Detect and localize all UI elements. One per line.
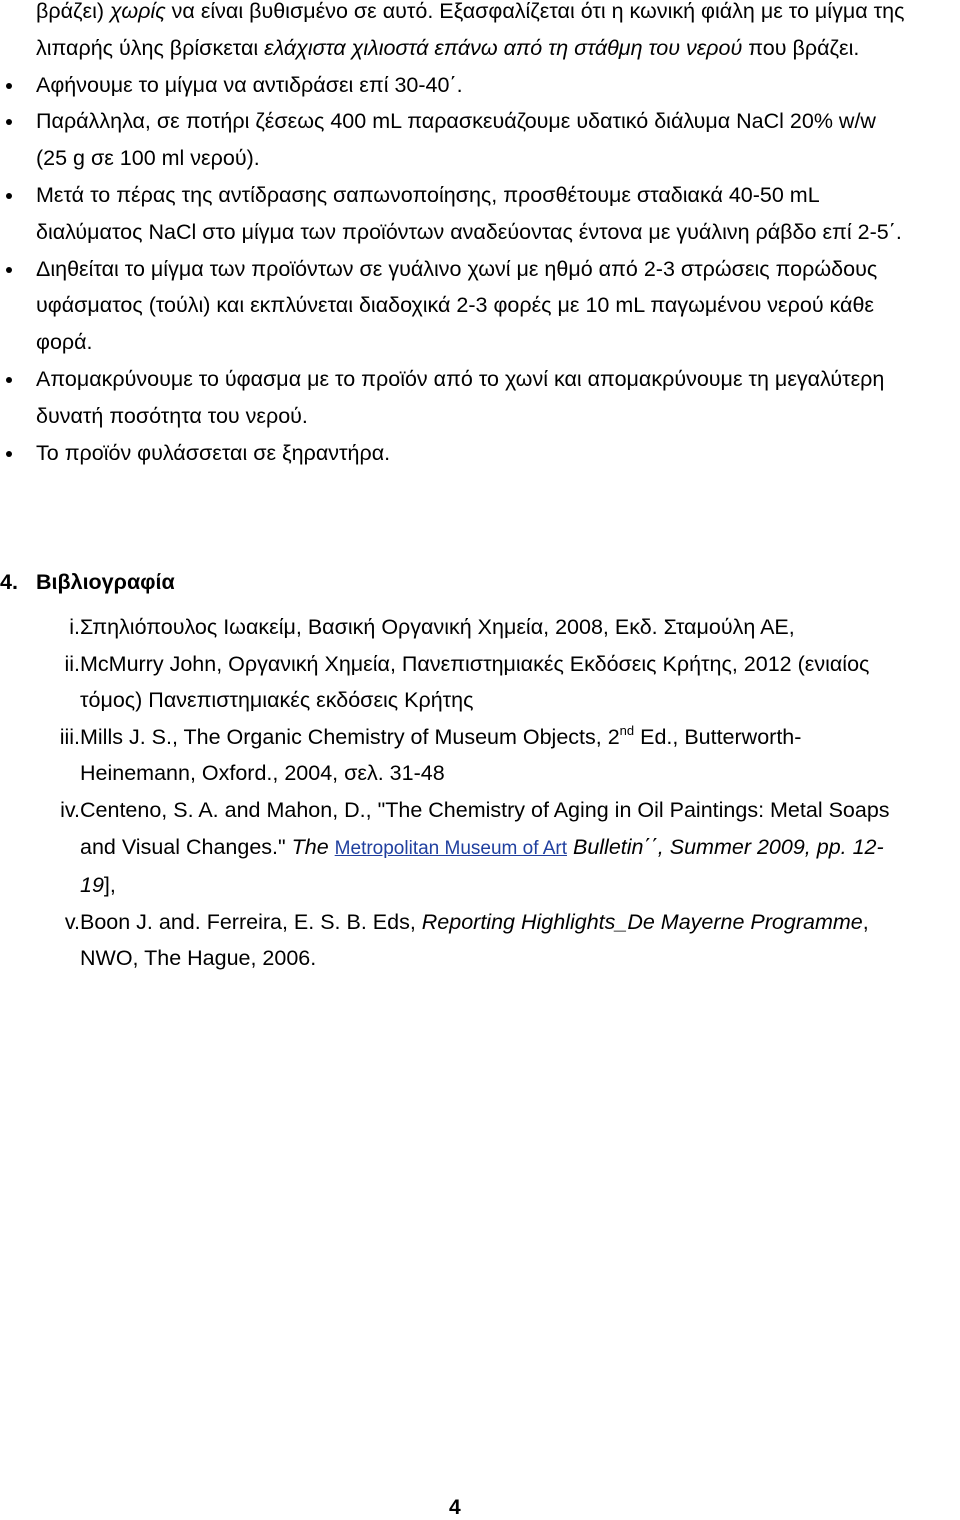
reference-marker: i. [69, 615, 80, 639]
text-line [36, 177, 948, 214]
text-run: 19 [80, 873, 104, 898]
text-line [36, 324, 948, 361]
text-run: Mills J. S., The Organic Chemistry of Museum Objects, 2 [80, 724, 620, 749]
text-run: ], [103, 873, 116, 898]
text-run: Bulletin΄΄, Summer 2009, pp. 12- [567, 834, 884, 859]
bullet-continuation [36, 0, 948, 67]
text-run: Heinemann, Oxford., 2004, σελ. 31-48 [80, 761, 445, 786]
text-run: nd [619, 722, 635, 738]
bullet-item [36, 251, 948, 361]
text-run: Το προϊόν φυλάσσεται σε ξηραντήρα. [36, 440, 391, 465]
section-heading [0, 566, 175, 598]
text-line [36, 67, 948, 104]
text-run: που βράζει. [742, 35, 860, 60]
text-run: and Visual Changes." [80, 834, 292, 859]
text-line [36, 103, 948, 140]
text-run: φορά. [36, 330, 93, 355]
text-line [36, 435, 948, 472]
reference-marker: iii. [59, 724, 80, 749]
text-line [80, 719, 948, 756]
text-line [80, 792, 948, 829]
text-run: Παράλληλα, σε ποτήρι ζέσεως 400 mL παρασκευάζουμε υδατικό διάλυμα NaCl 20% w/w [36, 109, 876, 134]
reference-marker: v. [64, 909, 80, 934]
text-run: να είναι βυθισμένο σε αυτό. Εξασφαλίζεται ότι η κωνική φιάλη με το μίγμα της [165, 0, 905, 23]
text-run: υφάσματος (τούλι) και εκπλύνεται διαδοχικά 2-3 φορές με 10 mL παγωμένου νερού κάθε [36, 293, 875, 318]
page-number: 4 [449, 1496, 461, 1519]
text-run: McMurry John, Οργανική Χημεία, Πανεπιστημιακές Εκδόσεις Κρήτης, 2012 (ενιαίος [80, 651, 870, 676]
text-line [36, 0, 948, 30]
bullet-item [36, 103, 948, 177]
reference-item [0, 792, 948, 904]
text-line [80, 646, 948, 683]
section-title: Βιβλιογραφία [36, 570, 175, 594]
text-run: Αφήνουμε το μίγμα να αντιδράσει επί 30-40΄. [36, 72, 463, 97]
bullet-item [36, 435, 948, 472]
text-line [80, 829, 948, 868]
procedure-bullet-list [36, 0, 948, 471]
bibliography-list [0, 609, 948, 977]
text-run: NWO, The Hague, 2006. [80, 946, 317, 971]
reference-marker: ii. [64, 651, 80, 676]
text-line [80, 609, 948, 646]
bullet-item [36, 361, 948, 435]
text-run: λιπαρής ύλης βρίσκεται [36, 35, 265, 60]
text-line [36, 287, 948, 324]
text-run: Reporting Highlights_De Mayerne Programme [421, 909, 863, 934]
text-run: The [291, 834, 335, 859]
text-run: διαλύματος NaCl στο μίγμα των προϊόντων αναδεύοντας έντονα με γυάλινη ράβδο επί 2-5΄. [36, 219, 902, 244]
text-line [36, 30, 948, 67]
bullet-item [36, 177, 948, 251]
reference-marker: iv. [60, 797, 80, 822]
text-line [36, 361, 948, 398]
text-line [36, 214, 948, 251]
reference-item [0, 646, 948, 719]
text-line [36, 251, 948, 288]
reference-item [0, 609, 948, 646]
text-line [36, 140, 948, 177]
text-run: , [862, 909, 869, 934]
text-run: χωρίς [110, 0, 166, 23]
text-run: τόμος) Πανεπιστημιακές εκδόσεις Κρήτης [80, 688, 474, 713]
text-run: Απομακρύνουμε το ύφασμα με το προϊόν από το χωνί και απομακρύνουμε τη μεγαλύτερη [36, 366, 885, 391]
text-run: Ed., Butterworth- [634, 724, 802, 749]
museum-link[interactable]: Metropolitan Museum of Art [334, 837, 567, 859]
reference-item [0, 719, 948, 792]
text-run: Centeno, S. A. and Mahon, D., "The Chemistry of Aging in Oil Paintings: Metal Soaps [80, 797, 890, 822]
section-number: 4. [0, 570, 18, 594]
text-run: δυνατή ποσότητα του νερού. [36, 403, 308, 428]
text-run: Boon J. and. Ferreira, E. S. B. Eds, [80, 909, 422, 934]
text-run: Σπηλιόπουλος Ιωακείμ, Βασική Οργανική Χημεία, 2008, Εκδ. Σταμούλη ΑΕ, [80, 615, 795, 639]
text-run: Μετά το πέρας της αντίδρασης σαπωνοποίησης, προσθέτουμε σταδιακά 40-50 mL [36, 182, 820, 207]
bullet-item [36, 67, 948, 104]
text-line [80, 940, 948, 977]
text-run: βράζει) [36, 0, 111, 23]
text-run: (25 g σε 100 ml νερού). [36, 146, 260, 171]
text-line [80, 904, 948, 941]
text-line [80, 755, 948, 792]
text-line [80, 682, 948, 719]
text-run: ελάχιστα χιλιοστά επάνω από τη στάθμη του νερού [264, 35, 743, 60]
reference-item [0, 904, 948, 977]
text-line [80, 867, 948, 904]
text-run: Διηθείται το μίγμα των προϊόντων σε γυάλινο χωνί με ηθμό από 2-3 στρώσεις πορώδους [36, 256, 878, 281]
text-line [36, 398, 948, 435]
